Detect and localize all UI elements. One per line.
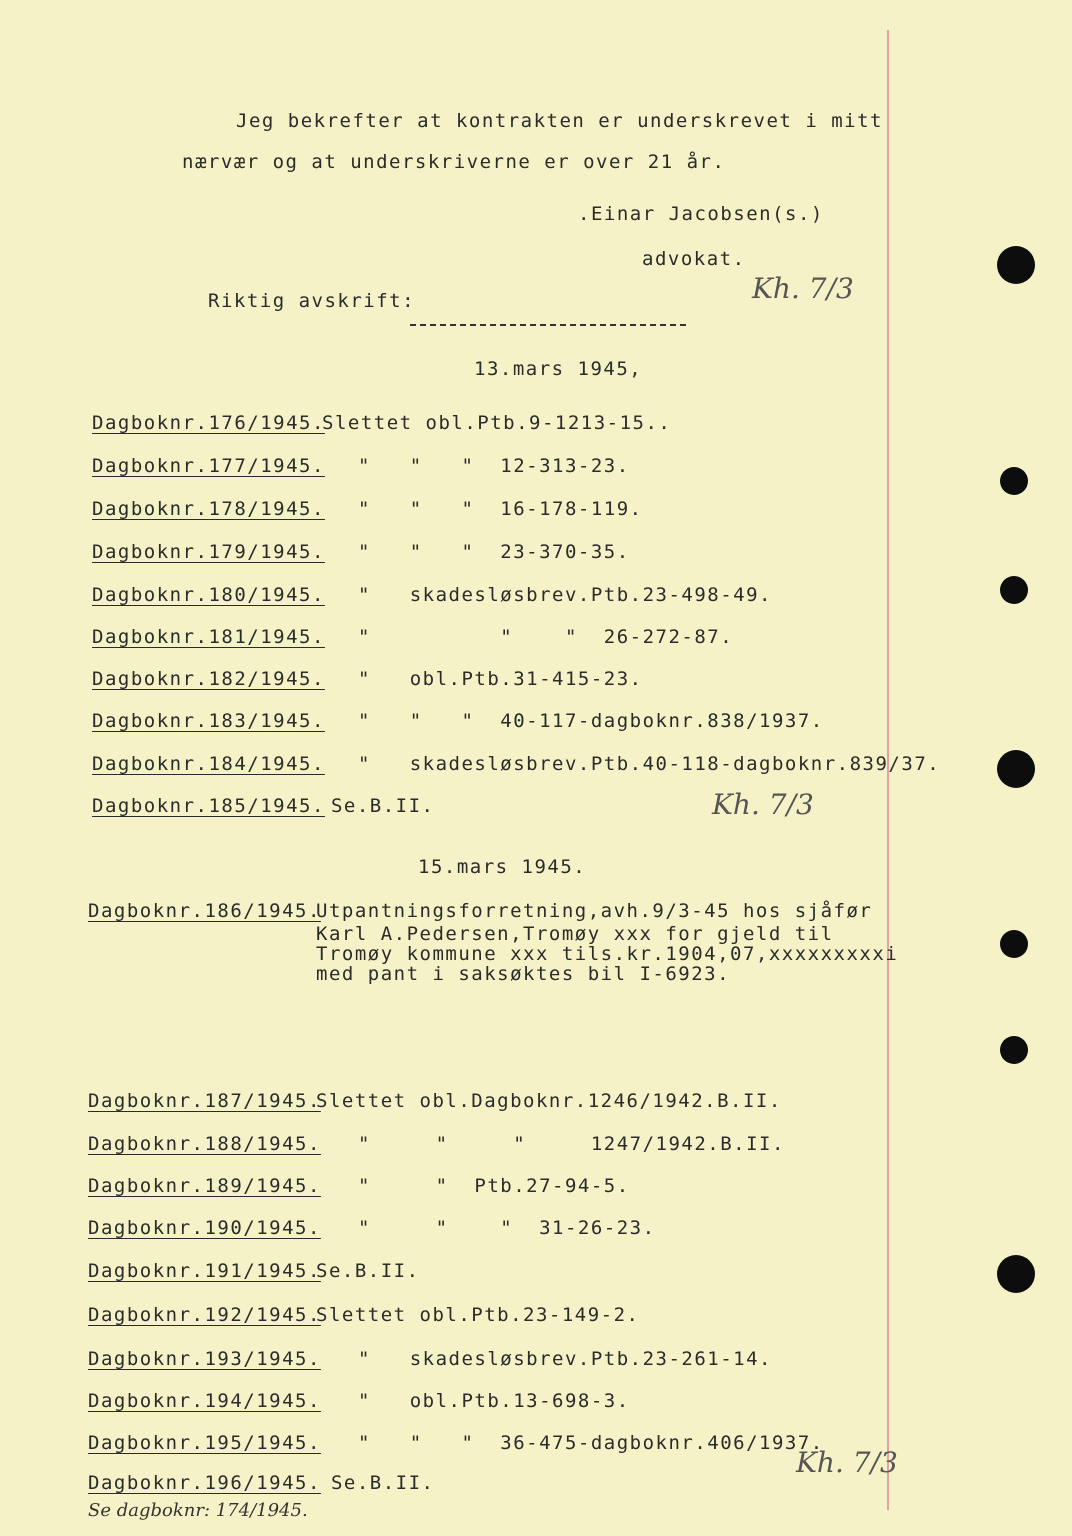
entry-text: " " " 23-370-35. xyxy=(345,541,630,563)
entry-number: Dagboknr.188/1945. xyxy=(88,1133,321,1155)
entry-text: " skadesløsbrev.Ptb.23-498-49. xyxy=(345,584,772,606)
entry-number: Dagboknr.192/1945. xyxy=(88,1304,321,1326)
entry-number: Dagboknr.186/1945. xyxy=(88,900,321,922)
entry-number: Dagboknr.194/1945. xyxy=(88,1390,321,1412)
entry-text: " " " 16-178-119. xyxy=(345,498,643,520)
punch-hole xyxy=(997,246,1035,284)
entry-text: Tromøy kommune xxx tils.kr.1904,07,xxxxxxxxxi xyxy=(316,943,899,965)
signer-name: .Einar Jacobsen(s.) xyxy=(578,203,824,225)
entry-number: Dagboknr.196/1945. xyxy=(88,1472,321,1494)
entry-number: Dagboknr.185/1945. xyxy=(92,795,325,817)
entry-text: Se.B.II. xyxy=(318,1472,435,1494)
punch-hole xyxy=(997,750,1035,788)
entry-text: " " " 36-475-dagboknr.406/1937. xyxy=(345,1432,824,1454)
entry-number: Dagboknr.195/1945. xyxy=(88,1432,321,1454)
entry-text: " skadesløsbrev.Ptb.23-261-14. xyxy=(345,1348,772,1370)
entry-text: Slettet obl.Dagboknr.1246/1942.B.II. xyxy=(316,1090,782,1112)
footer-handwritten-note: Se dagboknr: 174/1945. xyxy=(88,1500,308,1521)
punch-hole xyxy=(997,1255,1035,1293)
entry-text: " " " 31-26-23. xyxy=(345,1217,656,1239)
riktig-avskrift: Riktig avskrift: xyxy=(208,290,416,312)
signer-title: advokat. xyxy=(642,248,746,270)
entry-number: Dagboknr.183/1945. xyxy=(92,710,325,732)
entry-text: " " " 1247/1942.B.II. xyxy=(345,1133,785,1155)
entry-number: Dagboknr.190/1945. xyxy=(88,1217,321,1239)
entry-text: " " " 26-272-87. xyxy=(345,626,734,648)
entry-text: Se.B.II. xyxy=(318,795,435,817)
entry-number: Dagboknr.182/1945. xyxy=(92,668,325,690)
header-line-1: Jeg bekrefter at kontrakten er underskrevet i mitt xyxy=(236,110,883,132)
handwritten-mark: Kh. 7/3 xyxy=(796,1446,898,1479)
handwritten-mark: Kh. 7/3 xyxy=(712,788,814,821)
entry-text: med pant i saksøktes bil I-6923. xyxy=(316,963,731,985)
punch-hole xyxy=(1000,1036,1028,1064)
entry-text: Se.B.II. xyxy=(316,1260,420,1282)
entry-text: " " " 12-313-23. xyxy=(345,455,630,477)
header-line-2: nærvær og at underskriverne er over 21 år. xyxy=(182,151,726,173)
entry-text: Karl A.Pedersen,Tromøy xxx for gjeld til xyxy=(316,923,834,945)
punch-hole xyxy=(1000,576,1028,604)
date-heading: 13.mars 1945, xyxy=(474,358,643,380)
entry-text: Utpantningsforretning,avh.9/3-45 hos sjåfør xyxy=(316,900,873,922)
entry-number: Dagboknr.181/1945. xyxy=(92,626,325,648)
entry-number: Dagboknr.176/1945. xyxy=(92,412,325,434)
entry-text: " obl.Ptb.13-698-3. xyxy=(345,1390,630,1412)
entry-text: Slettet obl.Ptb.23-149-2. xyxy=(316,1304,640,1326)
entry-number: Dagboknr.179/1945. xyxy=(92,541,325,563)
entry-number: Dagboknr.187/1945. xyxy=(88,1090,321,1112)
date-heading: 15.mars 1945. xyxy=(418,856,587,878)
punch-hole xyxy=(1000,467,1028,495)
entry-text: " " " 40-117-dagboknr.838/1937. xyxy=(345,710,824,732)
entry-text: Slettet obl.Ptb.9-1213-15.. xyxy=(322,412,672,434)
separator-line xyxy=(410,324,686,326)
entry-text: " skadesløsbrev.Ptb.40-118-dagboknr.839/37. xyxy=(345,753,941,775)
entry-number: Dagboknr.191/1945. xyxy=(88,1260,321,1282)
punch-hole xyxy=(1000,930,1028,958)
entry-number: Dagboknr.180/1945. xyxy=(92,584,325,606)
entry-number: Dagboknr.177/1945. xyxy=(92,455,325,477)
entry-number: Dagboknr.193/1945. xyxy=(88,1348,321,1370)
entry-number: Dagboknr.184/1945. xyxy=(92,753,325,775)
entry-text: " " Ptb.27-94-5. xyxy=(345,1175,630,1197)
handwritten-mark: Kh. 7/3 xyxy=(752,272,854,305)
entry-number: Dagboknr.178/1945. xyxy=(92,498,325,520)
entry-text: " obl.Ptb.31-415-23. xyxy=(345,668,643,690)
entry-number: Dagboknr.189/1945. xyxy=(88,1175,321,1197)
